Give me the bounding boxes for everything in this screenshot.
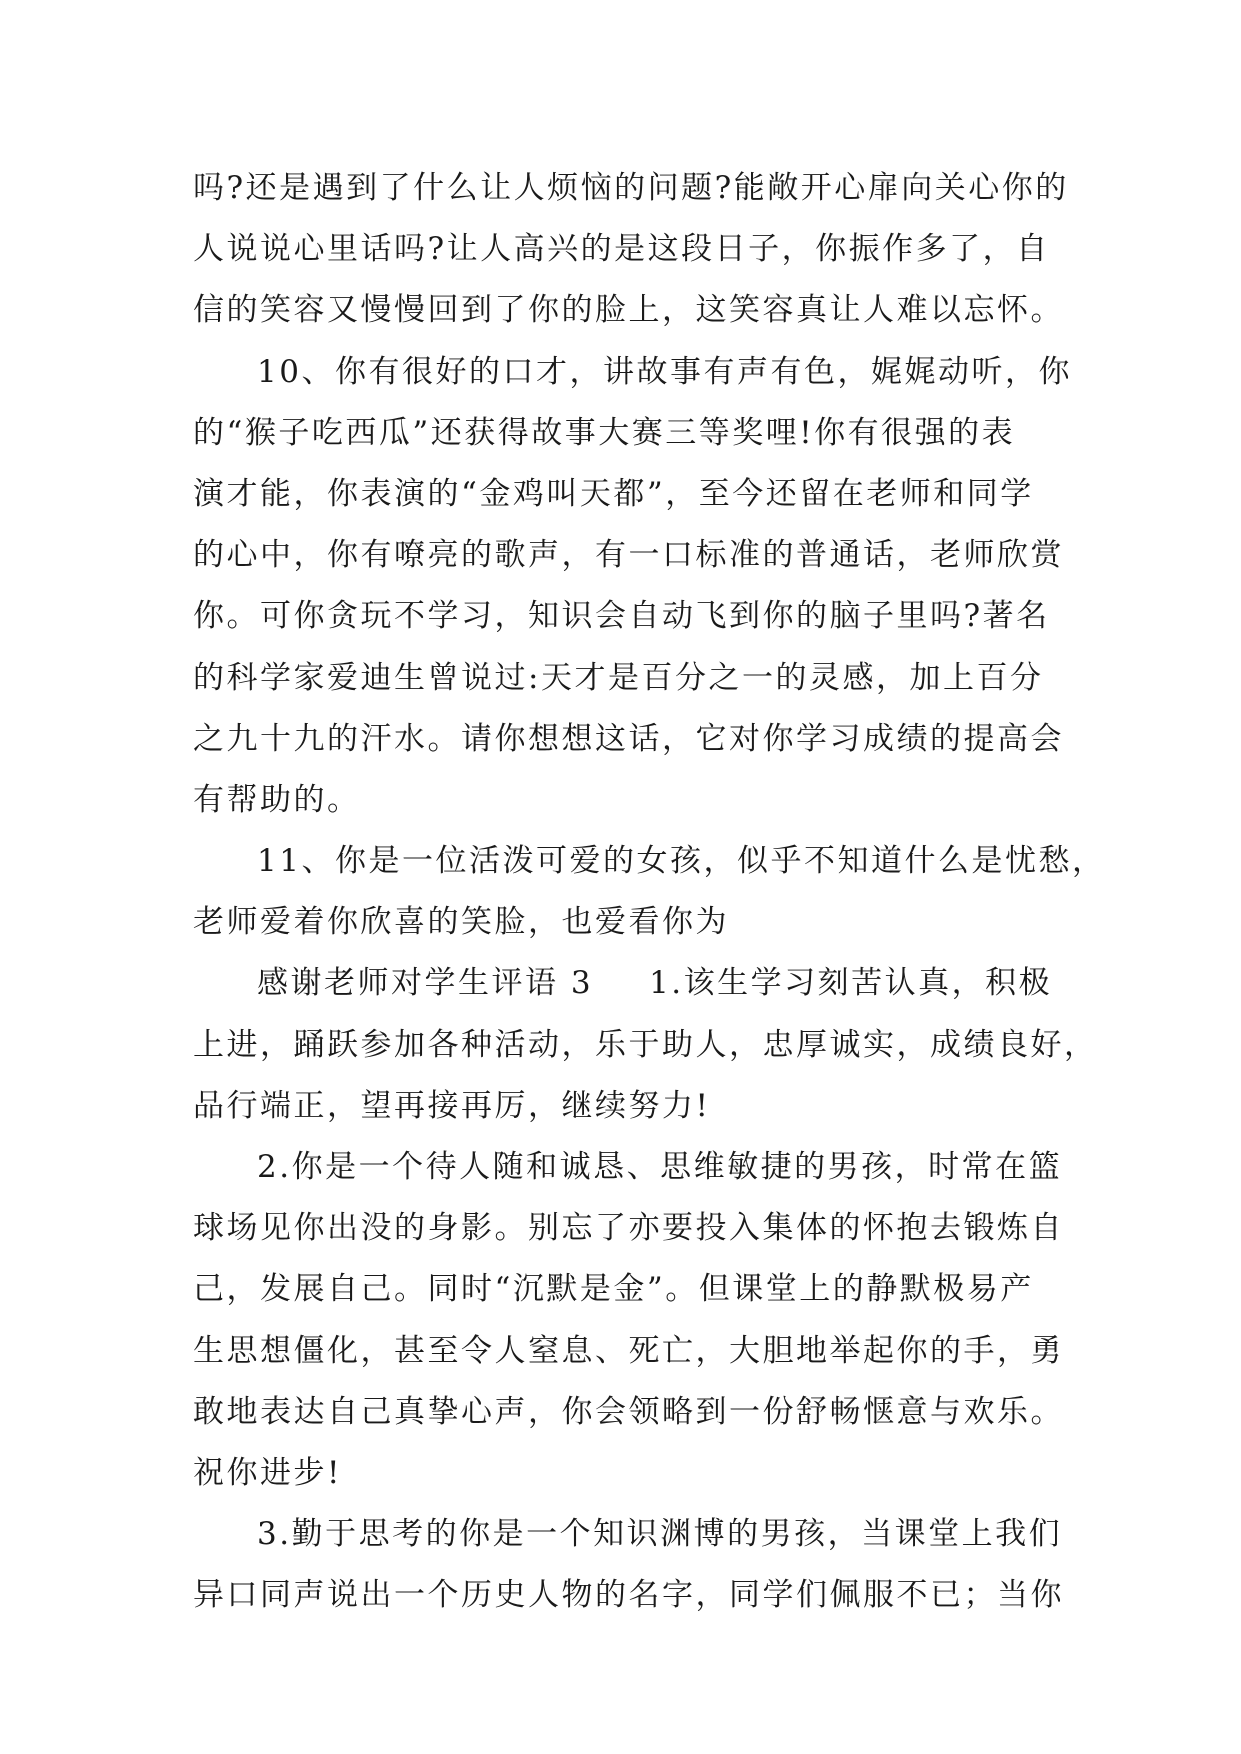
section-first-line: 1.该生学习刻苦认真，积极	[649, 965, 1053, 1002]
text-line: 的心中，你有嘹亮的歌声，有一口标准的普通话，老师欣赏	[193, 537, 1064, 574]
section-heading: 感谢老师对学生评语 3	[257, 965, 594, 1002]
text-line: 人说说心里话吗?让人高兴的是这段日子，你振作多了，自	[193, 231, 1050, 268]
text-line: 品行端正，望再接再厉，继续努力!	[193, 1087, 711, 1124]
paragraph-start-11: 11、你是一位活泼可爱的女孩，似乎不知道什么是忧愁，	[257, 843, 1106, 880]
text-line: 之九十九的汗水。请你想想这话，它对你学习成绩的提高会	[193, 720, 1064, 757]
document-body	[193, 158, 1106, 1627]
paragraph-start-2: 2.你是一个待人随和诚恳、思维敏捷的男孩，时常在篮	[257, 1149, 1063, 1185]
text-line: 上进，踊跃参加各种活动，乐于助人，忠厚诚实，成绩良好，	[193, 1026, 1098, 1063]
text-line: 演才能，你表演的“金鸡叫天都”，至今还留在老师和同学	[193, 475, 1034, 512]
paragraph-start-3: 3.勤于思考的你是一个知识渊博的男孩，当课堂上我们	[257, 1516, 1063, 1553]
text-line: 球场见你出没的身影。别忘了亦要投入集体的怀抱去锻炼自	[193, 1210, 1064, 1247]
text-line: 的科学家爱迪生曾说过:天才是百分之一的灵感，加上百分	[193, 659, 1044, 696]
text-line: 的“猴子吃西瓜”还获得故事大赛三等奖哩!你有很强的表	[193, 414, 1016, 451]
paragraph-start-10: 10、你有很好的口才，讲故事有声有色，娓娓动听，你	[257, 353, 1072, 390]
section-heading-line	[193, 953, 1053, 1014]
text-line: 己，发展自己。同时“沉默是金”。但课堂上的静默极易产	[193, 1271, 1034, 1308]
text-line: 吗?还是遇到了什么让人烦恼的问题?能敞开心扉向关心你的	[193, 170, 1069, 206]
text-line: 祝你进步!	[193, 1454, 342, 1491]
text-line: 有帮助的。	[193, 781, 361, 818]
text-line: 敢地表达自己真挚心声，你会领略到一份舒畅惬意与欢乐。	[193, 1393, 1064, 1430]
text-line: 老师爱着你欣喜的笑脸，也爱看你为	[193, 904, 729, 941]
text-line: 你。可你贪玩不学习，知识会自动飞到你的脑子里吗?著名	[193, 598, 1050, 635]
text-line: 生思想僵化，甚至令人窒息、死亡，大胆地举起你的手，勇	[193, 1332, 1064, 1369]
text-line: 异口同声说出一个历史人物的名字，同学们佩服不已；当你	[193, 1577, 1064, 1614]
text-line: 信的笑容又慢慢回到了你的脸上，这笑容真让人难以忘怀。	[193, 292, 1064, 329]
